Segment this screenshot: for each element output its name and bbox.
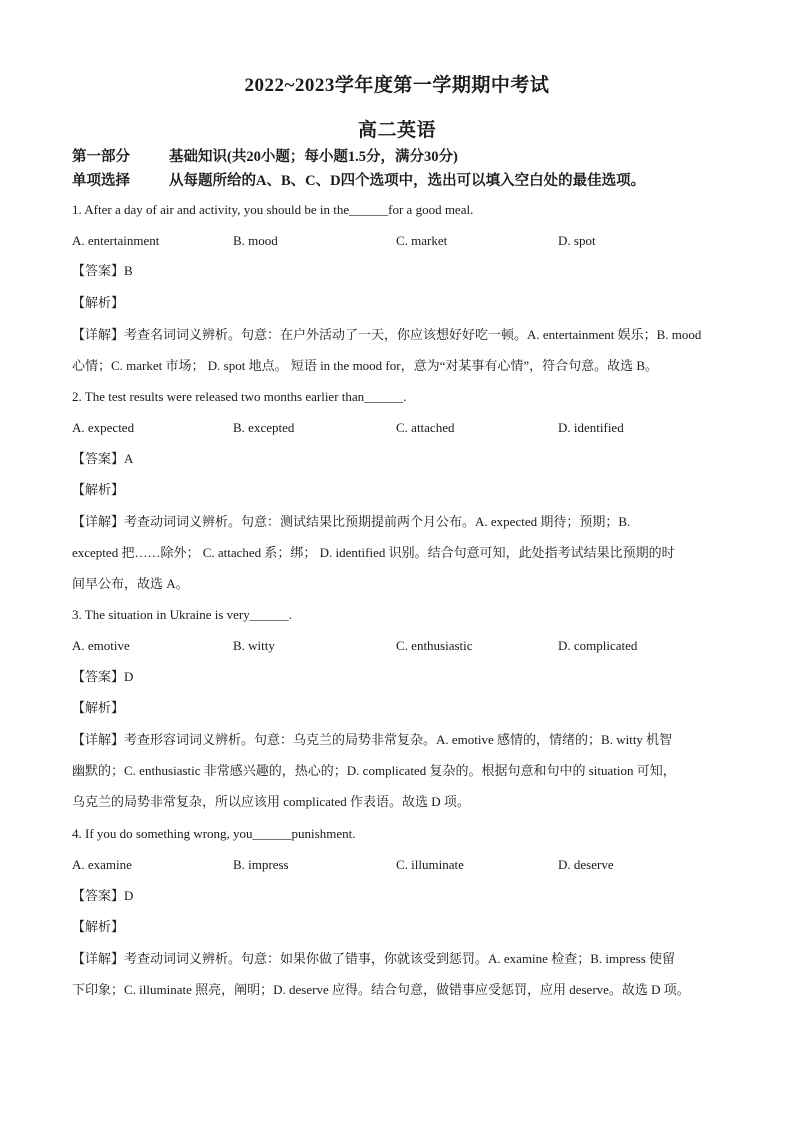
answer-value: D <box>124 669 134 684</box>
detail-line: 心情；C. market 市场； D. spot 地点。 短语 in the mood for，意为“对某事有心情”，符合句意。故选 B。 <box>72 358 659 373</box>
answer-line <box>72 450 732 468</box>
detail-line: 下印象；C. illuminate 照亮，阐明；D. deserve 应得。结合句意，做错事应受惩罚，应用 deserve。故选 D 项。 <box>72 982 690 997</box>
option-d: D. identified <box>558 420 624 435</box>
option-a: A. emotive <box>72 638 130 653</box>
answer-label: 【答案】 <box>72 669 125 684</box>
question-stem: 1. After a day of air and activity, you should be in the______for a good meal. <box>72 202 474 217</box>
detail-line: 间早公布，故选 A。 <box>72 576 189 591</box>
part-header <box>72 148 732 166</box>
option-a: A. examine <box>72 857 132 872</box>
option-c: C. enthusiastic <box>396 638 473 653</box>
option-c: C. market <box>396 233 448 248</box>
detail-line: excepted 把……除外； C. attached 系；绑； D. identified 识别。结合句意可知，此处指考试结果比预期的时 <box>72 545 675 560</box>
answer-line <box>72 262 732 280</box>
section-description: 从每题所给的A、B、C、D四个选项中，选出可以填入空白处的最佳选项。 <box>169 173 646 189</box>
exam-title: 2022~2023学年度第一学期期中考试 <box>244 75 550 96</box>
option-c: C. attached <box>396 420 455 435</box>
detail-line <box>72 731 732 749</box>
detail-text: 考查动词词义辨析。句意：如果你做了错事，你就该受到惩罚。A. examine 检查；B. impress 使留 <box>124 951 676 966</box>
analysis-label: 【解析】 <box>72 700 125 715</box>
answer-line <box>72 887 732 905</box>
detail-text: 考查动词词义辨析。句意：测试结果比预期提前两个月公布。A. expected 期待；预期；B. <box>124 514 631 529</box>
part-label: 第一部分 <box>72 149 130 165</box>
detail-label: 【详解】 <box>72 951 125 966</box>
answer-value: B <box>124 263 133 278</box>
detail-text: 考查名词词义辨析。句意：在户外活动了一天，你应该想好好吃一顿。A. entertainment 娱乐；B. mood <box>124 327 702 342</box>
detail-line: 乌克兰的局势非常复杂，所以应该用 complicated 作表语。故选 D 项。 <box>72 794 470 809</box>
exam-subtitle: 高二英语 <box>357 120 436 141</box>
option-b: B. witty <box>233 638 275 653</box>
section-label: 单项选择 <box>72 173 130 189</box>
part-description: 基础知识(共20小题；每小题1.5分，满分30分) <box>169 149 458 165</box>
option-a: A. entertainment <box>72 233 160 248</box>
option-c: C. illuminate <box>396 857 464 872</box>
answer-value: D <box>124 888 134 903</box>
question-stem: 4. If you do something wrong, you______punishment. <box>72 826 356 841</box>
question-stem: 2. The test results were released two months earlier than______. <box>72 389 407 404</box>
option-d: D. deserve <box>558 857 614 872</box>
answer-value: A <box>124 451 134 466</box>
option-b: B. mood <box>233 233 278 248</box>
option-d: D. spot <box>558 233 596 248</box>
answer-label: 【答案】 <box>72 888 125 903</box>
answer-label: 【答案】 <box>72 263 125 278</box>
detail-line <box>72 513 732 531</box>
option-b: B. impress <box>233 857 289 872</box>
option-b: B. excepted <box>233 420 295 435</box>
detail-label: 【详解】 <box>72 732 125 747</box>
analysis-label: 【解析】 <box>72 295 125 310</box>
analysis-label: 【解析】 <box>72 482 125 497</box>
detail-line <box>72 326 732 344</box>
section-header <box>72 172 732 190</box>
option-a: A. expected <box>72 420 135 435</box>
question-stem: 3. The situation in Ukraine is very______. <box>72 607 293 622</box>
option-d: D. complicated <box>558 638 638 653</box>
detail-label: 【详解】 <box>72 514 125 529</box>
detail-line <box>72 950 732 968</box>
detail-text: 考查形容词词义辨析。句意：乌克兰的局势非常复杂。A. emotive 感情的，情绪的；B. witty 机智 <box>124 732 673 747</box>
answer-label: 【答案】 <box>72 451 125 466</box>
analysis-label: 【解析】 <box>72 919 125 934</box>
answer-line <box>72 668 732 686</box>
detail-line: 幽默的；C. enthusiastic 非常感兴趣的，热心的；D. complicated 复杂的。根据句意和句中的 situation 可知， <box>72 763 676 778</box>
detail-label: 【详解】 <box>72 327 125 342</box>
